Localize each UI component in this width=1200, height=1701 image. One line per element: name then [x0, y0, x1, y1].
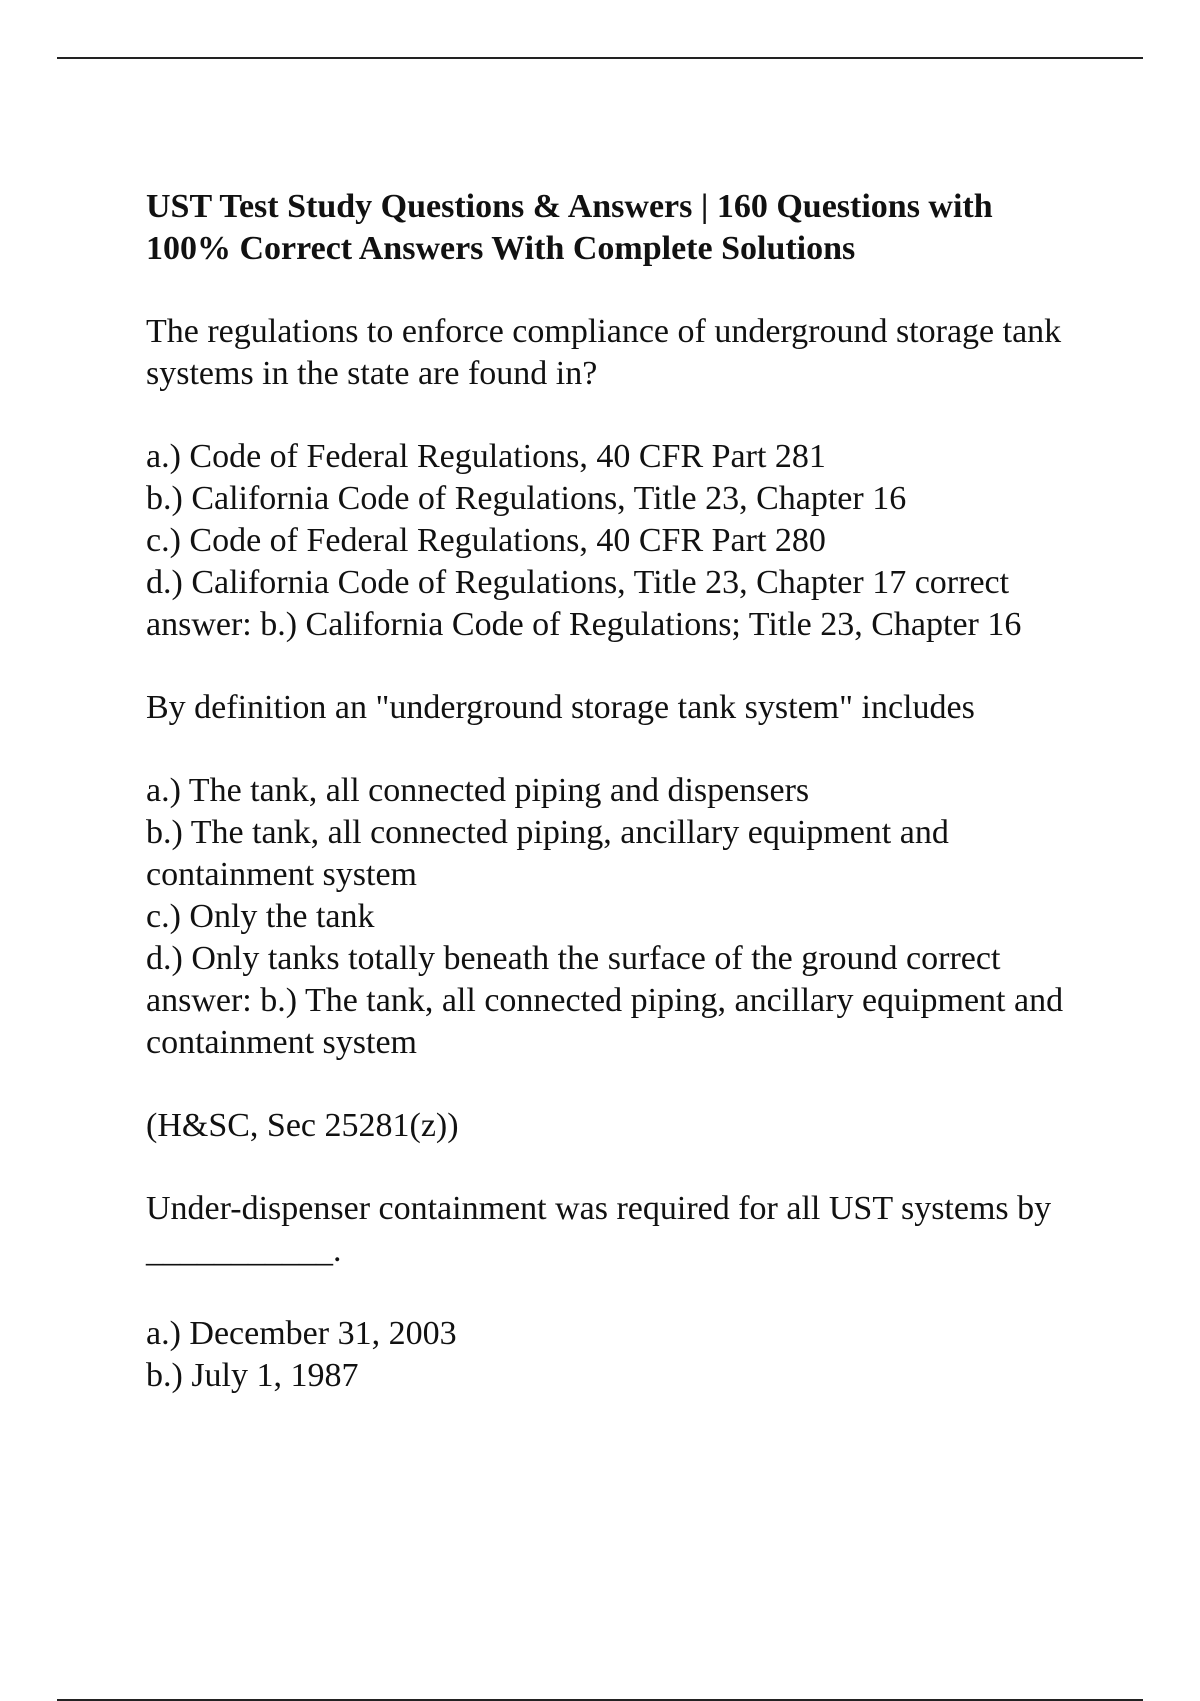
reference-citation: (H&SC, Sec 25281(z))	[146, 1107, 459, 1144]
option-c: c.) Only the tank	[146, 898, 375, 935]
option-d-with-answer: d.) Only tanks totally beneath the surface of the ground correct answer: b.) The tank, all connected piping, ancillary equipment and containment system	[146, 940, 1064, 1061]
question-block-1	[146, 311, 1086, 646]
option-a: a.) December 31, 2003	[146, 1315, 457, 1352]
option-b: b.) The tank, all connected piping, ancillary equipment and containment system	[146, 814, 949, 893]
option-a: a.) The tank, all connected piping and dispensers	[146, 772, 810, 809]
question-text: Under-dispenser containment was required for all UST systems by ___________.	[146, 1190, 1052, 1269]
document-body	[146, 186, 1086, 1397]
document-title: UST Test Study Questions & Answers | 160 Questions with 100% Correct Answers With Complete Solutions	[146, 188, 993, 267]
top-divider	[57, 57, 1143, 59]
option-a: a.) Code of Federal Regulations, 40 CFR Part 281	[146, 438, 826, 475]
question-block-2	[146, 687, 1086, 1147]
option-b: b.) California Code of Regulations, Title 23, Chapter 16	[146, 480, 907, 517]
option-d-with-answer: d.) California Code of Regulations, Title 23, Chapter 17 correct answer: b.) California Code of Regulations; Title 23, Chapter 16	[146, 564, 1022, 643]
option-c: c.) Code of Federal Regulations, 40 CFR Part 280	[146, 522, 826, 559]
question-block-3	[146, 1188, 1086, 1397]
question-text: The regulations to enforce compliance of underground storage tank systems in the state are found in?	[146, 313, 1062, 392]
option-b: b.) July 1, 1987	[146, 1357, 359, 1394]
question-text: By definition an "underground storage tank system" includes	[146, 689, 975, 726]
